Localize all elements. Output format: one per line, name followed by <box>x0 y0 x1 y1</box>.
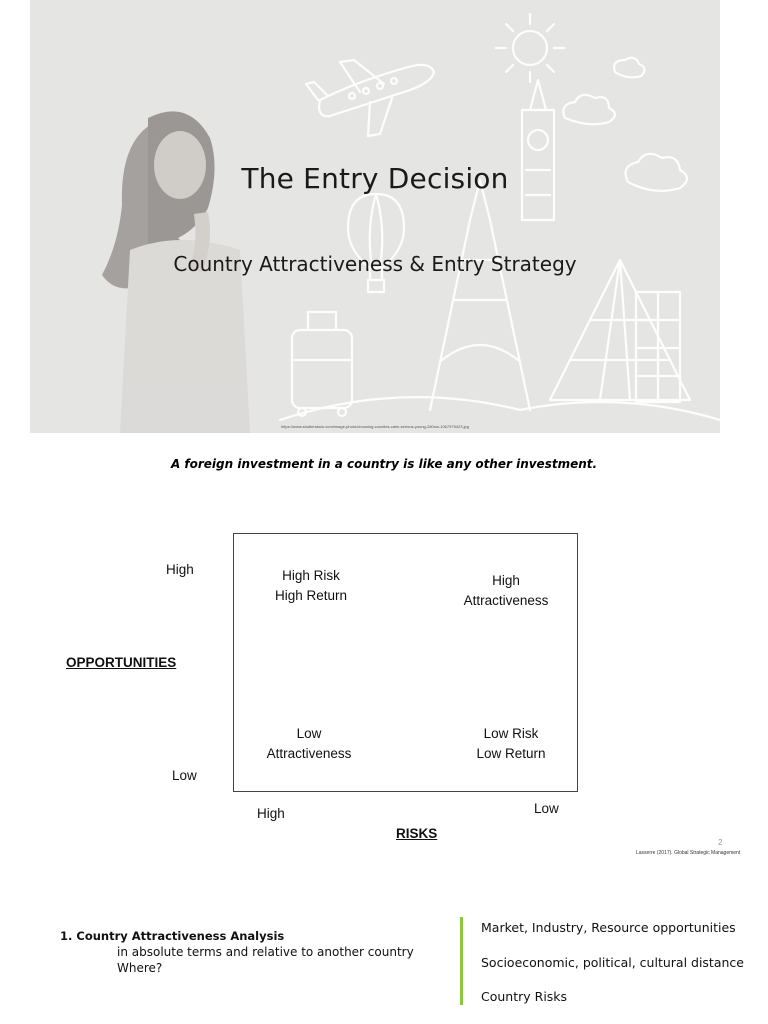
cell-line: Attractiveness <box>266 746 352 761</box>
matrix-cell-top-right <box>446 571 566 611</box>
factor-item: Socioeconomic, political, cultural distance <box>481 955 744 970</box>
matrix-cell-bottom-left <box>254 724 364 764</box>
factor-item: Market, Industry, Resource opportunities <box>481 920 736 935</box>
cloud-icon <box>614 58 644 78</box>
cell-line: High Risk <box>282 568 340 583</box>
pyramid-icon <box>550 260 690 400</box>
y-axis-low-label: Low <box>172 768 197 783</box>
cell-line: High <box>492 573 520 588</box>
clock-tower-icon <box>522 80 554 220</box>
sun-icon <box>496 14 564 82</box>
page-number: 2 <box>718 838 723 847</box>
cell-line: Low <box>296 726 322 741</box>
x-axis-high-label: High <box>257 806 285 821</box>
matrix-cell-bottom-right <box>456 724 566 764</box>
x-axis-title: RISKS <box>396 826 438 841</box>
cloud-icon <box>563 95 615 124</box>
image-credit-link[interactable]: https://www.shutterstock.com/image-photo/choosing-counties-calm-serious-young-260nw-1067975423.jpg <box>281 424 469 429</box>
analysis-line: in absolute terms and relative to another country <box>117 945 414 959</box>
eiffel-tower-icon <box>430 180 530 410</box>
analysis-line: Where? <box>117 961 163 975</box>
airplane-icon <box>306 60 434 136</box>
slide-subtitle: Country Attractiveness & Entry Strategy <box>173 252 577 276</box>
slide-title: The Entry Decision <box>241 162 509 195</box>
matrix-cell-top-left <box>256 566 366 606</box>
building-icon <box>636 292 680 402</box>
y-axis-title: OPPORTUNITIES <box>66 655 177 670</box>
hot-air-balloon-icon <box>348 194 404 292</box>
cell-line: Low Risk <box>483 726 539 741</box>
factor-item: Country Risks <box>481 989 568 1004</box>
analysis-heading: 1. Country Attractiveness Analysis <box>60 929 285 943</box>
cell-line: Low Return <box>476 746 546 761</box>
risk-opportunity-matrix <box>233 533 578 792</box>
analysis-block <box>60 929 414 975</box>
suitcase-icon <box>292 312 352 416</box>
travel-doodle-illustration <box>30 0 720 433</box>
citation: Lasserre (2017). Global Strategic Management <box>636 850 741 856</box>
x-axis-low-label: Low <box>534 801 559 816</box>
y-axis-high-label: High <box>166 562 194 577</box>
cell-line: High Return <box>274 588 348 603</box>
cell-line: Attractiveness <box>463 593 549 608</box>
key-statement: A foreign investment in a country is like any other investment. <box>170 457 598 471</box>
accent-divider <box>460 917 463 1005</box>
hero-banner <box>30 0 720 433</box>
